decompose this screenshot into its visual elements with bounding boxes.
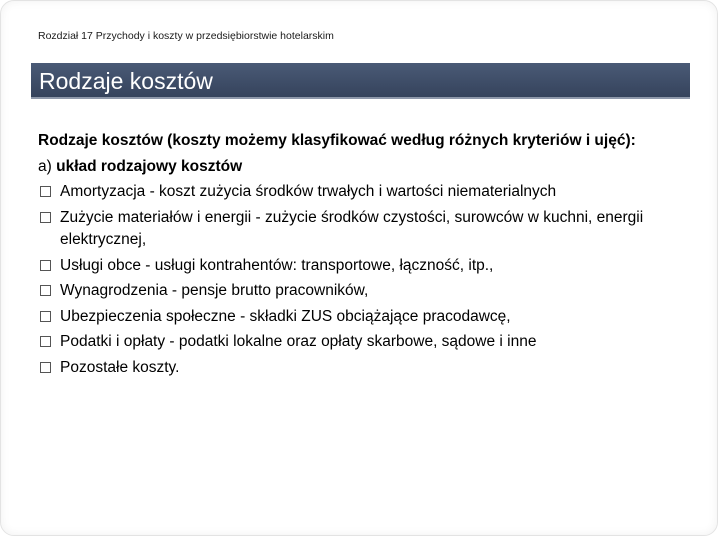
subheading [38,156,678,178]
slide-content [38,130,678,382]
chapter-header: Rozdział 17 Przychody i koszty w przedsiębiorstwie hotelarskim [38,30,334,42]
subheading-prefix: a) [38,158,52,175]
list-item-text: Podatki i opłaty - podatki lokalne oraz opłaty skarbowe, sądowe i inne [60,333,537,350]
square-bullet-icon [40,311,51,322]
list-item [38,331,678,354]
square-bullet-icon [40,336,51,347]
list-item [38,207,678,252]
cost-list [38,181,678,379]
square-bullet-icon [40,260,51,271]
list-item [38,255,678,278]
list-item [38,181,678,204]
square-bullet-icon [40,212,51,223]
intro-text: Rodzaje kosztów (koszty możemy klasyfikować według różnych kryteriów i ujęć): [38,132,636,149]
slide-title: Rodzaje kosztów [39,68,213,94]
list-item [38,357,678,380]
title-bar [31,63,690,99]
square-bullet-icon [40,362,51,373]
list-item [38,280,678,303]
list-item [38,306,678,329]
list-item-text: Amortyzacja - koszt zużycia środków trwałych i wartości niematerialnych [60,183,557,200]
square-bullet-icon [40,186,51,197]
list-item-text: Zużycie materiałów i energii - zużycie środków czystości, surowców w kuchni, energii elektrycznej, [60,208,644,248]
subheading-text: układ rodzajowy kosztów [56,158,243,175]
list-item-text: Wynagrodzenia - pensje brutto pracowników, [60,282,369,299]
list-item-text: Pozostałe koszty. [60,358,180,376]
square-bullet-icon [40,285,51,296]
list-item-text: Ubezpieczenia społeczne - składki ZUS obciążające pracodawcę, [60,307,511,325]
list-item-text: Usługi obce - usługi kontrahentów: transportowe, łączność, itp., [60,256,494,274]
